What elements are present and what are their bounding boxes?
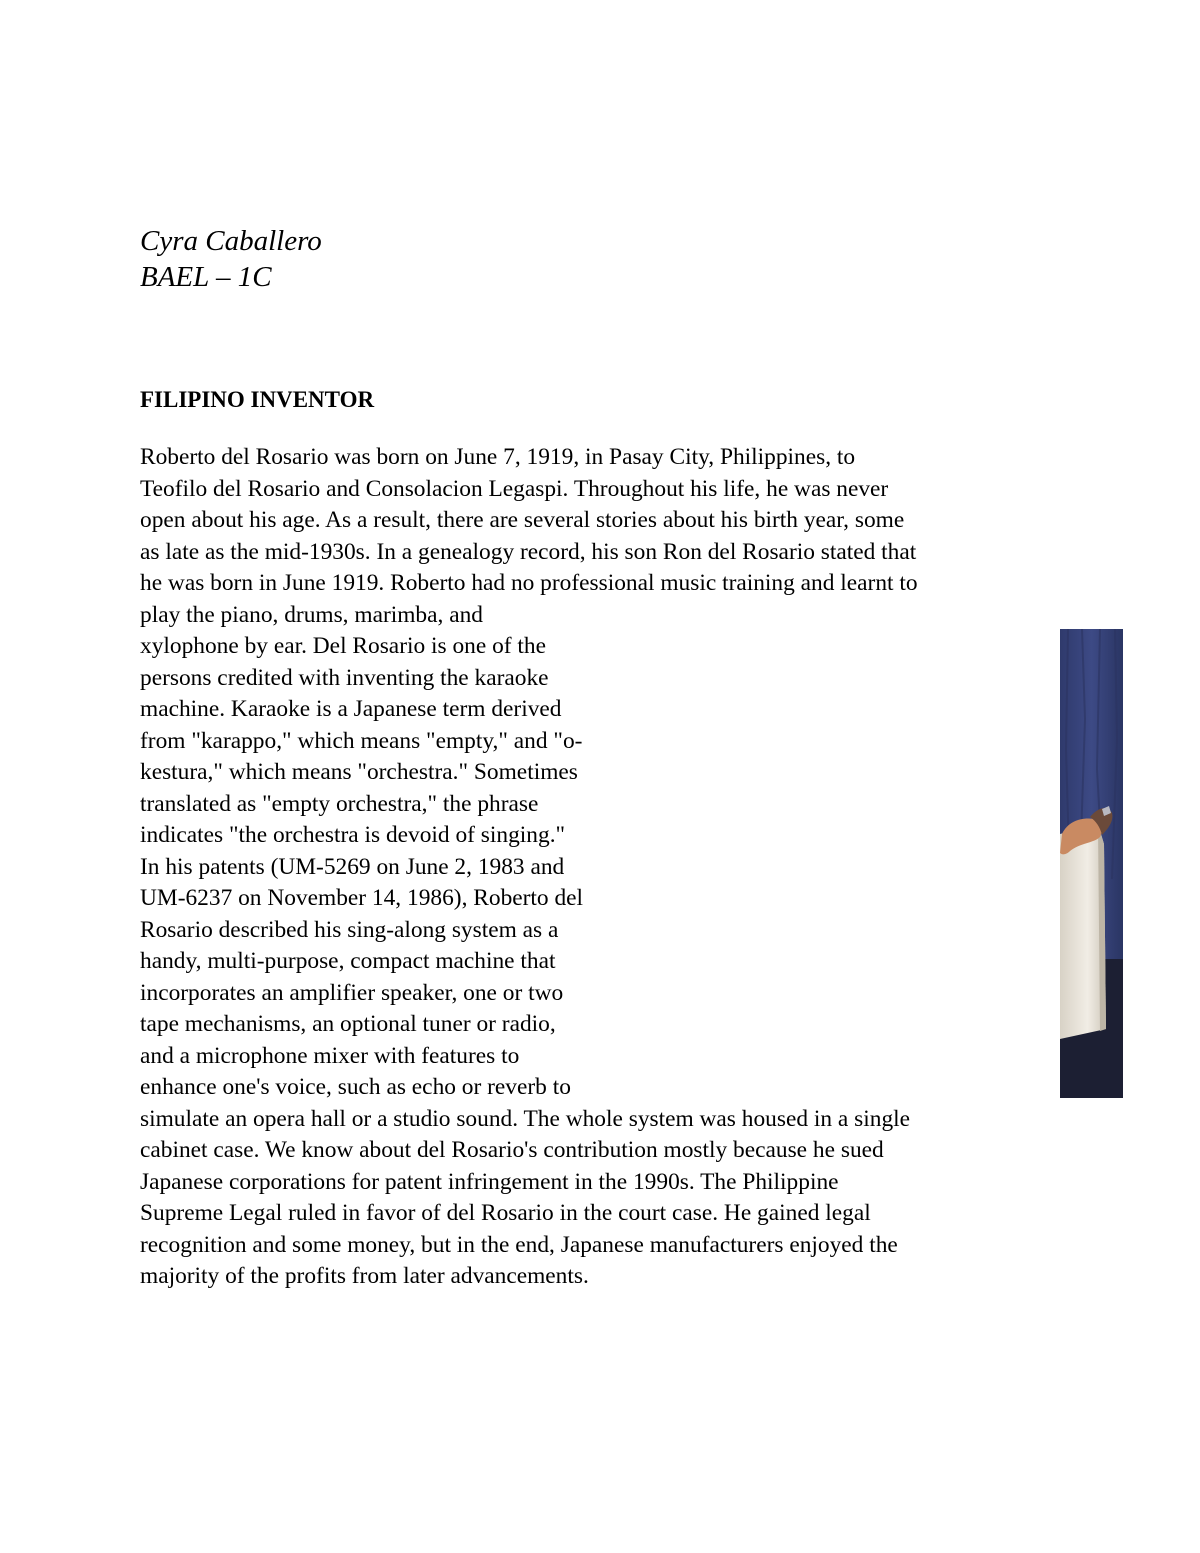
body-line: majority of the profits from later advancements. <box>140 1263 589 1289</box>
body-line: enhance one's voice, such as echo or reverb to <box>140 1074 571 1100</box>
body-line: Rosario described his sing-along system as a <box>140 916 559 943</box>
body-line: handy, multi-purpose, compact machine that <box>140 948 556 974</box>
author-block <box>140 223 322 295</box>
body-line: Teofilo del Rosario and Consolacion Legaspi. Throughout his life, he was never <box>140 475 889 502</box>
body-line: play the piano, drums, marimba, and <box>140 601 483 628</box>
inventor-photo <box>1060 629 1123 1098</box>
body-line: Supreme Legal ruled in favor of del Rosario in the court case. He gained legal <box>140 1200 871 1226</box>
body-line: simulate an opera hall or a studio sound. The whole system was housed in a single <box>140 1105 911 1132</box>
body-line: machine. Karaoke is a Japanese term derived <box>140 696 562 722</box>
document-heading: FILIPINO INVENTOR <box>140 387 375 412</box>
author-section: BAEL – 1C <box>140 261 272 293</box>
body-line: xylophone by ear. Del Rosario is one of the <box>140 633 547 659</box>
body-line: cabinet case. We know about del Rosario's contribution mostly because he sued <box>140 1137 884 1163</box>
body-line: from "karappo," which means "empty," and "o- <box>140 727 583 754</box>
body-line: Japanese corporations for patent infringement in the 1990s. The Philippine <box>140 1168 839 1195</box>
body-line: persons credited with inventing the karaoke <box>140 664 549 691</box>
body-line: Roberto del Rosario was born on June 7, 1919, in Pasay City, Philippines, to <box>140 444 856 470</box>
body-line: translated as "empty orchestra," the phrase <box>140 790 539 817</box>
body-line: open about his age. As a result, there are several stories about his birth year, some <box>140 507 905 533</box>
author-name: Cyra Caballero <box>140 225 322 257</box>
body-line: as late as the mid-1930s. In a genealogy record, his son Ron del Rosario stated that <box>140 538 917 565</box>
body-line: In his patents (UM-5269 on June 2, 1983 and <box>140 853 565 880</box>
body-line: kestura," which means "orchestra." Sometimes <box>140 759 578 785</box>
body-line: recognition and some money, but in the end, Japanese manufacturers enjoyed the <box>140 1231 898 1258</box>
body-line: tape mechanisms, an optional tuner or radio, <box>140 1011 556 1037</box>
body-line: he was born in June 1919. Roberto had no professional music training and learnt to <box>140 570 918 596</box>
body-line: and a microphone mixer with features to <box>140 1042 520 1069</box>
body-line: incorporates an amplifier speaker, one or two <box>140 979 564 1006</box>
body-line: UM-6237 on November 14, 1986), Roberto del <box>140 885 584 911</box>
body-line: indicates "the orchestra is devoid of singing." <box>140 822 566 848</box>
body-paragraph <box>140 442 918 1293</box>
